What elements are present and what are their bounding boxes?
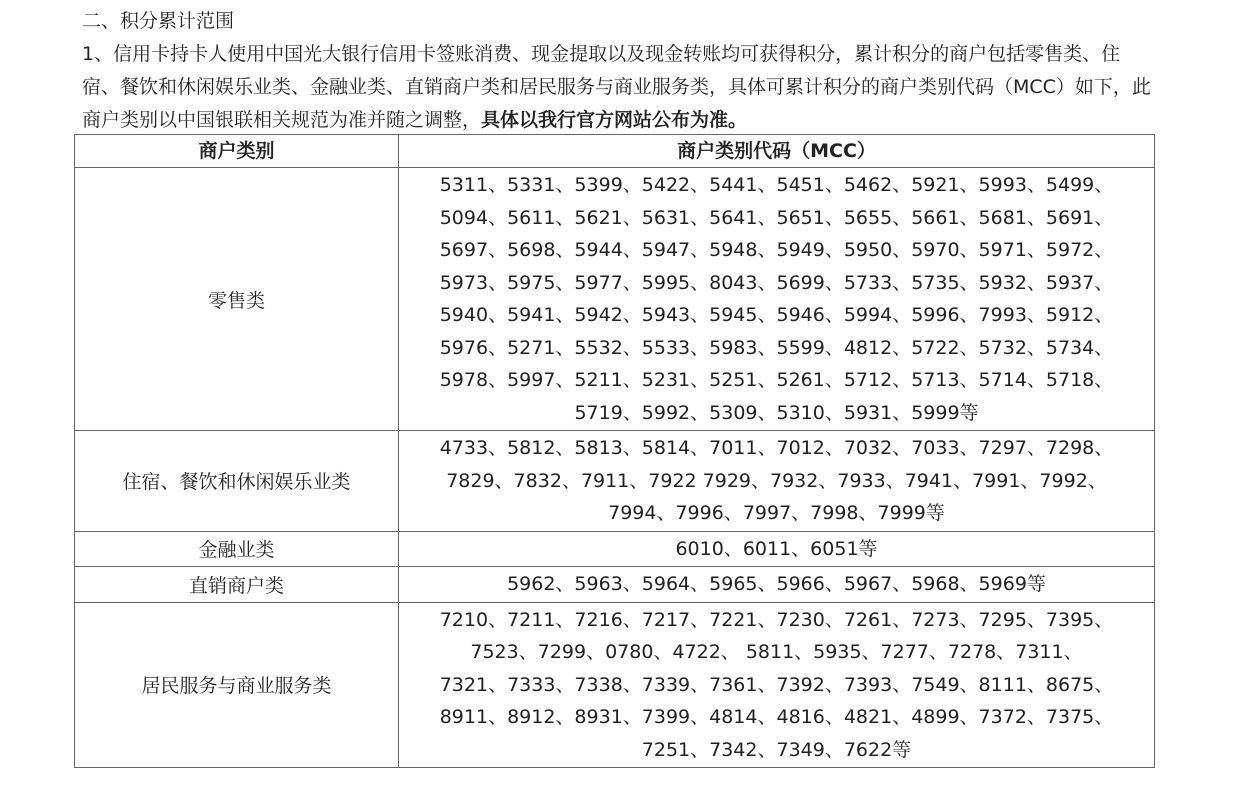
codes-cell: 4733、5812、5813、5814、7011、7012、7032、7033、7297、7298、7829、7832、7911、7922 7929、7932、7933、7941、7991、7992、7994、7996、7997、7998、7999等 [399, 431, 1155, 532]
codes-cell: 5311、5331、5399、5422、5441、5451、5462、5921、5993、5499、5094、5611、5621、5631、5641、5651、5655、5661、5681、5691、5697、5698、5944、5947、5948、5949、5950、5970、5971、5972、5973、5975、5977、5995、8043、5699、5733、5735、5932、5937、5940、5941、5942、5943、5945、5946、5994、5996、7993、5912、5976、5271、5532、5533、5983、5599、4812、5722、5732、5734、5978、5997、5211、5231、5251、5261、5712、5713、5714、5718、5719、5992、5309、5310、5931、5999等 [399, 168, 1155, 431]
codes-cell: 5962、5963、5964、5965、5966、5967、5968、5969等 [399, 567, 1155, 603]
table-row-direct-sales [75, 567, 1155, 603]
category-cell: 住宿、餐饮和休闲娱乐业类 [75, 431, 399, 532]
section-title: 二、积分累计范围 [82, 10, 235, 32]
header-category: 商户类别 [75, 135, 399, 168]
header-codes: 商户类别代码（MCC） [399, 135, 1155, 168]
intro-paragraph [82, 38, 1157, 137]
table-row-finance [75, 531, 1155, 567]
category-cell: 居民服务与商业服务类 [75, 602, 399, 768]
intro-text: 1、信用卡持卡人使用中国光大银行信用卡签账消费、现金提取以及现金转账均可获得积分，累计积分的商户包括零售类、住宿、餐饮和休闲娱乐业类、金融业类、直销商户类和居民服务与商业服务类，具体可累计积分的商户类别代码（MCC）如下，此商户类别以中国银联相关规范为准并随之调整， [82, 43, 1151, 131]
category-cell: 直销商户类 [75, 567, 399, 603]
category-cell: 零售类 [75, 168, 399, 431]
codes-cell: 6010、6011、6051等 [399, 531, 1155, 567]
table-row-hospitality [75, 431, 1155, 532]
category-cell: 金融业类 [75, 531, 399, 567]
mcc-table [74, 134, 1155, 768]
intro-bold-text: 具体以我行官方网站公布为准。 [481, 109, 748, 131]
table-row-services [75, 602, 1155, 768]
table-header-row [75, 135, 1155, 168]
table-row-retail [75, 168, 1155, 431]
codes-cell: 7210、7211、7216、7217、7221、7230、7261、7273、7295、7395、7523、7299、0780、4722、 5811、5935、7277、7278、7311、7321、7333、7338、7339、7361、7392、7393、7549、8111、8675、8911、8912、8931、7399、4814、4816、4821、4899、7372、7375、7251、7342、7349、7622等 [399, 602, 1155, 768]
